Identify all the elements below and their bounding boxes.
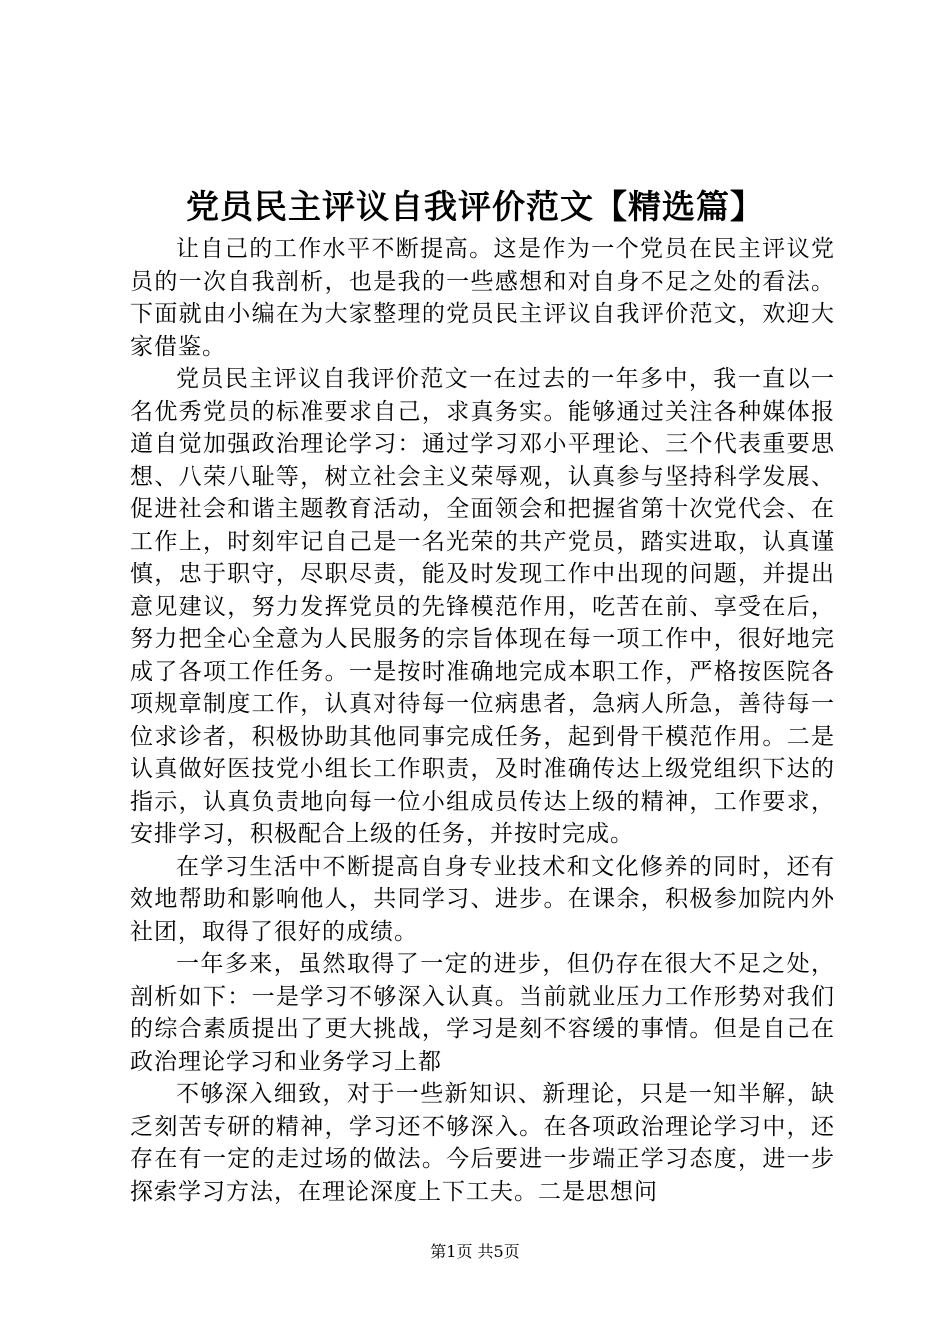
page-number-footer: 第1页 共5页 — [430, 1242, 520, 1261]
paragraph: 不够深入细致，对于一些新知识、新理论，只是一知半解，缺乏刻苦专研的精神，学习还不够深入。在各项政治理论学习中，还存在有一定的走过场的做法。今后要进一步端正学习态度，进一步探索学习方法，在理论深度上下工夫。二是思想问 — [130, 1081, 835, 1205]
document-body — [130, 233, 835, 1208]
document-title: 党员民主评议自我评价范文【精选篇】 — [186, 187, 764, 226]
paragraph: 让自己的工作水平不断提高。这是作为一个党员在民主评议党员的一次自我剖析，也是我的一些感想和对自身不足之处的看法。下面就由小编在为大家整理的党员民主评议自我评价范文，欢迎大家借鉴。 — [130, 236, 835, 360]
paragraph: 党员民主评议自我评价范文一在过去的一年多中，我一直以一名优秀党员的标准要求自己，求真务实。能够通过关注各种媒体报道自觉加强政治理论学习：通过学习邓小平理论、三个代表重要思想、八荣八耻等，树立社会主义荣辱观，认真参与坚持科学发展、促进社会和谐主题教育活动，全面领会和把握省第十次党代会、在工作上，时刻牢记自己是一名光荣的共产党员，踏实进取，认真谨慎，忠于职守，尽职尽责，能及时发现工作中出现的问题，并提出意见建议，努力发挥党员的先锋模范作用，吃苦在前、享受在后，努力把全心全意为人民服务的宗旨体现在每一项工作中，很好地完成了各项工作任务。一是按时准确地完成本职工作，严格按医院各项规章制度工作，认真对待每一位病患者，急病人所急，善待每一位求诊者，积极协助其他同事完成任务，起到骨干模范作用。二是认真做好医技党小组长工作职责，及时准确传达上级党组织下达的指示，认真负责地向每一位小组成员传达上级的精神，工作要求，安排学习，积极配合上级的任务，并按时完成。 — [130, 366, 835, 847]
paragraph: 在学习生活中不断提高自身专业技术和文化修养的同时，还有效地帮助和影响他人，共同学习、进步。在课余，积极参加院内外社团，取得了很好的成绩。 — [130, 853, 835, 945]
paragraph: 一年多来，虽然取得了一定的进步，但仍存在很大不足之处，剖析如下：一是学习不够深入认真。当前就业压力工作形势对我们的综合素质提出了更大挑战，学习是刻不容缓的事情。但是自己在政治理论学习和业务学习上都 — [130, 951, 835, 1075]
